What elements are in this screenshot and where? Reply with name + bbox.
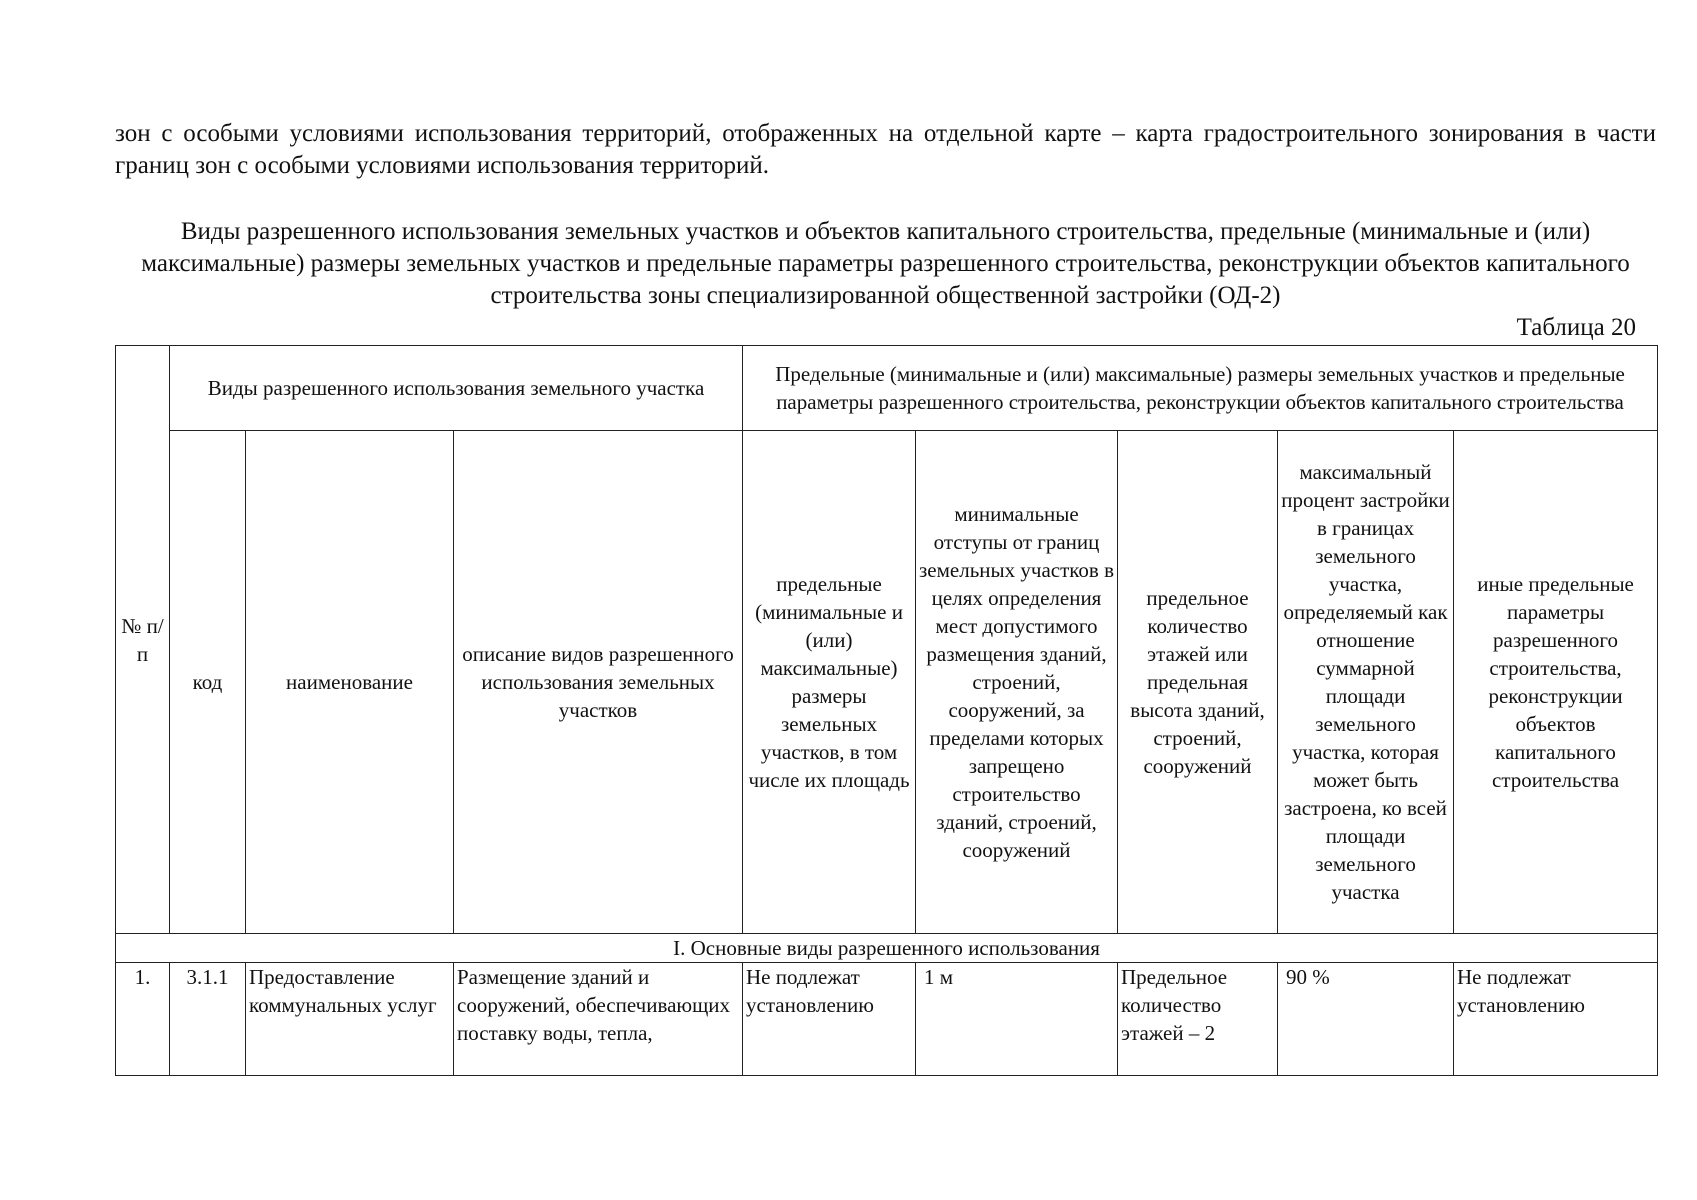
header-num: № п/п [116, 346, 170, 934]
cell-description: Размещение зданий и сооружений, обеспечивающих поставку воды, тепла, [454, 963, 743, 1076]
section-title-row: I. Основные виды разрешенного использования [116, 934, 1658, 963]
cell-plot-size: Не подлежат установлению [743, 963, 916, 1076]
header-description: описание видов разрешенного использования земельных участков [454, 431, 743, 934]
header-setbacks: минимальные отступы от границ земельных участков в целях определения мест допустимого размещения зданий, строений, сооружений, за пределами которых запрещено строительство зданий, строений, сооружений [916, 431, 1118, 934]
header-name: наименование [246, 431, 454, 934]
header-floors: предельное количество этажей или предельная высота зданий, строений, сооружений [1118, 431, 1278, 934]
cell-code: 3.1.1 [170, 963, 246, 1076]
header-code: код [170, 431, 246, 934]
cell-floors: Предельное количество этажей – 2 [1118, 963, 1278, 1076]
cell-name: Предоставление коммунальных услуг [246, 963, 454, 1076]
cell-other: Не подлежат установлению [1454, 963, 1658, 1076]
intro-paragraph: зон с особыми условиями использования территорий, отображенных на отдельной карте – карта градостроительного зонирования в части границ зон с особыми условиями использования территорий. [115, 120, 1656, 179]
cell-coverage: 90 % [1278, 963, 1454, 1076]
table-row [116, 963, 1658, 1076]
cell-setbacks: 1 м [916, 963, 1118, 1076]
header-group-limits: Предельные (минимальные и (или) максимальные) размеры земельных участков и предельные параметры разрешенного строительства, реконструкции объектов капитального строительства [743, 346, 1658, 431]
table-caption: Таблица 20 [1516, 314, 1636, 341]
header-other: иные предельные параметры разрешенного строительства, реконструкции объектов капитального строительства [1454, 431, 1658, 934]
header-group-uses: Виды разрешенного использования земельного участка [170, 346, 743, 431]
header-plot-size: предельные (минимальные и (или) максимальные) размеры земельных участков, в том числе их площадь [743, 431, 916, 934]
header-coverage: максимальный процент застройки в границах земельного участка, определяемый как отношение суммарной площади земельного участка, которая может быть застроена, ко всей площади земельного участка [1278, 431, 1454, 934]
cell-num: 1. [116, 963, 170, 1076]
land-use-table [115, 345, 1658, 1076]
section-heading: Виды разрешенного использования земельных участков и объектов капитального строительства, предельные (минимальные и (или) максимальные) размеры земельных участков и предельные параметры разрешенного строительства, реконструкции объектов капитального строительства зоны специализированной общественной застройки (ОД-2) [141, 218, 1630, 309]
